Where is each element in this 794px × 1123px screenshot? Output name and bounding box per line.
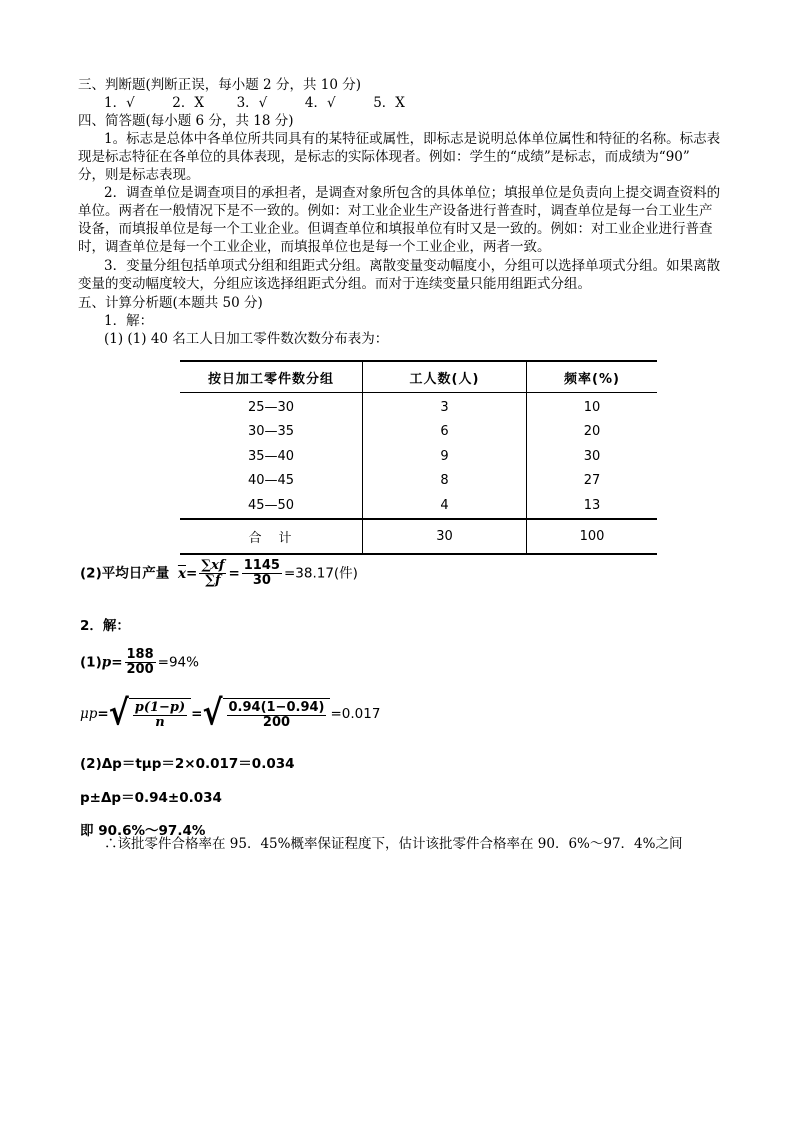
q1-line-2: 现是标志特征在各单位的具体表现，是标志的实际体现者。例如：学生的“成绩”是标志，而成绩为“90” [78,149,690,165]
section5-title: 五、计算分析题(本题共 50 分) [78,295,263,311]
fraction-denominator: ∑f [205,573,221,588]
header-frequency: 频率(%) [527,361,658,393]
mu-p-symbol: μp [80,706,98,722]
fraction-numerator: 0.94(1−0.94) [228,700,325,715]
cell-group: 40—45 [247,473,295,489]
cell-total-frequency: 100 [527,519,658,554]
q3-line-1: 3．变量分组包括单项式分组和组距式分组。离散变量变动幅度小，分组可以选择单项式分组。如果离散 [104,258,721,274]
equals-sign: = [97,706,109,722]
standard-error-formula [80,693,381,734]
proportion-formula [80,648,199,677]
standard-error-result: =0.017 [330,706,381,722]
fraction-denominator: 200 [262,715,291,730]
conclusion-text: ∴该批零件合格率在 95．45%概率保证程度下，估计该批零件合格率在 90．6%～97．4%之间 [104,836,683,852]
cell-group: 30—35 [247,424,295,440]
problem2-label: 2．解： [80,618,130,634]
section3-title: 三、判断题(判断正误，每小题 2 分，共 10 分) [78,77,361,93]
sqrt-1 [108,693,191,734]
average-output-formula [80,559,358,588]
margin-of-error-formula: (2)Δp＝tμp＝2×0.017＝0.034 [80,756,295,772]
cell-group: 35—40 [247,448,295,464]
interval-formula: p±Δp＝0.94±0.034 [80,790,222,806]
cell-frequency: 30 [527,444,658,469]
cell-frequency: 27 [527,469,658,494]
radical-icon: √ [108,693,129,734]
problem1-label: 1．解： [104,313,154,329]
table-row [180,393,657,420]
interval-result: 即 90.6%～97.4% [80,823,206,839]
x-bar-symbol: $\overline{x}$ [177,565,186,582]
q2-line-2: 单位。两者在一般情况下是不一致的。例如：对工业企业生产设备进行普查时，调查单位是每一台工业生产 [78,203,713,219]
cell-total-label: 合 计 [180,519,363,554]
fraction-denominator: 200 [126,662,154,677]
cell-total-workers: 30 [363,519,527,554]
answer-2: 2．X [172,95,204,111]
table-total-row [180,519,657,554]
section3-answers [104,95,405,112]
table-row [180,493,657,519]
sqrt-fraction-1 [133,701,187,730]
table-header-row [180,361,657,393]
radical-icon: √ [202,693,223,734]
q1-line-3: 分，则是标志表现。 [78,167,200,183]
table-row [180,469,657,494]
answer-1: 1．√ [104,95,135,111]
cell-frequency: 13 [527,493,658,519]
answer-3: 3．√ [236,95,268,111]
fraction-denominator: 30 [252,573,271,588]
q2-line-4: 时，调查单位是每一个工业企业，而填报单位也是每一个工业企业，两者一致。 [78,239,551,255]
section4-title: 四、简答题(每小题 6 分，共 18 分) [78,113,294,129]
table-row [180,444,657,469]
cell-group: 45—50 [247,497,295,513]
cell-frequency: 10 [527,393,658,420]
fraction-numerator: 188 [126,647,154,662]
p-symbol: p [101,654,112,671]
equals-sign: = [111,654,123,671]
sqrt-2 [202,693,330,734]
equals-sign: = [191,706,203,722]
cell-workers: 3 [363,393,527,420]
problem1-intro: (1) (1) 40 名工人日加工零件数次数分布表为： [104,331,389,347]
proportion-result: =94% [157,654,199,671]
cell-workers: 9 [363,444,527,469]
answer-5: 5．X [373,95,405,111]
frequency-table [180,360,657,555]
equals-sign: = [186,565,198,582]
cell-workers: 4 [363,493,527,519]
answer-4: 4．√ [304,95,336,111]
sqrt-fraction-2 [227,701,327,730]
avg-prefix: (2)平均日产量 [80,565,170,582]
cell-group: 25—30 [247,399,295,415]
fraction-numerator: p(1−p) [134,700,186,715]
proportion-fraction [125,648,156,677]
table-row [180,420,657,445]
avg-result: =38.17(件) [283,565,358,582]
q3-line-2: 变量的变动幅度较大，分组应该选择组距式分组。而对于连续变量只能用组距式分组。 [78,276,591,292]
sum-fraction [199,559,226,588]
equals-sign: = [228,565,240,582]
header-group: 按日加工零件数分组 [180,361,363,393]
q2-line-1: 2．调查单位是调查项目的承担者，是调查对象所包含的具体单位；填报单位是负责向上提交调查资料的 [104,185,721,201]
fraction-numerator: ∑xf [201,558,225,573]
q1-line-1: 1。标志是总体中各单位所共同具有的某特征或属性，即标志是说明总体单位属性和特征的名称。标志表 [104,131,721,147]
fraction-numerator: 1145 [243,558,280,573]
cell-workers: 6 [363,420,527,445]
cell-frequency: 20 [527,420,658,445]
part1-prefix: (1) [80,654,102,671]
fraction-denominator: n [155,715,165,730]
cell-workers: 8 [363,469,527,494]
header-workers: 工人数(人) [363,361,527,393]
q2-line-3: 设备，而填报单位是每一个工业企业。但调查单位和填报单位有时又是一致的。例如：对工业企业进行普查 [78,221,713,237]
value-fraction [242,559,282,588]
